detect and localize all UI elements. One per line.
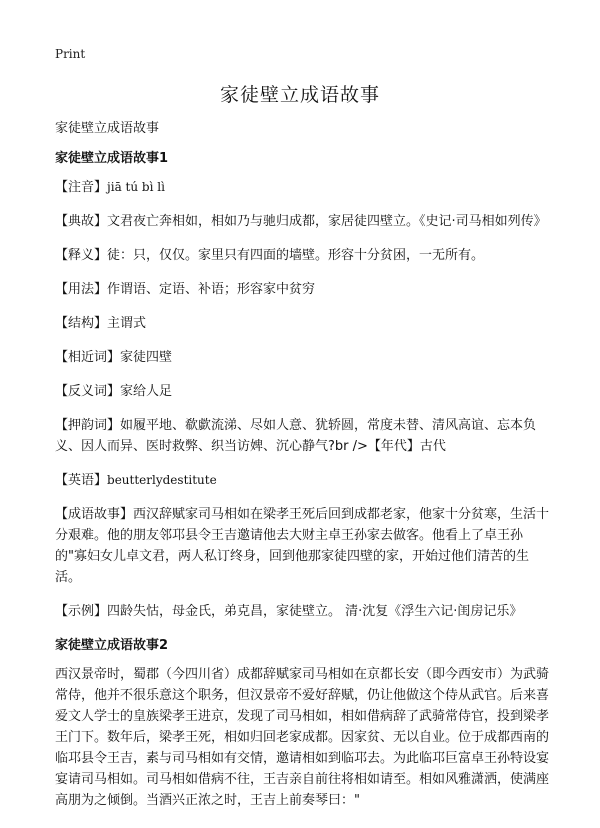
section2-heading: 家徒壁立成语故事2 (55, 638, 169, 653)
section2-body: 西汉景帝时，蜀郡（今四川省）成都辞赋家司马相如在京都长安（即今西安市）为武骑常侍，他并不很乐意这个职务，但汉景帝不爱好辞赋，仍让他做这个侍从武官。后来喜爱文人学士的皇族梁孝王进京，发现了司马相如，相如借病辞了武骑常侍官，投到梁孝王门下。数年后，梁孝王死，相如归回老家成都。因家贫、无以自业。位于成都西南的临邛县令王吉，素与司马相如有交情，邀请相如到临邛去。为此临邛巨富卓王孙特设宴宴请司马相如。司马相如借病不往，王吉亲自前往将相如请至。相如风雅潇洒，使满座高朋为之倾倒。当酒兴正浓之时，王吉上前奏琴曰：" (55, 667, 550, 808)
entry-text: 作谓语、定语、补语；形容家中贫穷 (107, 282, 316, 297)
entry-label: 【押韵词】 (55, 418, 121, 433)
entry-text: beutterlydestitute (107, 473, 217, 487)
entry-shili (55, 601, 550, 622)
entry-text: 四龄失怙，母金氏，弟克昌，家徒壁立。 清·沈复《浮生六记·闺房记乐》 (107, 604, 523, 619)
entry-yongfa (55, 279, 550, 300)
entry-text: 家徒四壁 (120, 350, 173, 365)
entry-fanyici (55, 381, 550, 402)
entry-yayunci (55, 415, 550, 457)
entry-jiegou (55, 313, 550, 334)
article-content (55, 118, 550, 811)
entry-label: 【反义词】 (55, 384, 121, 399)
entry-gushi (55, 504, 550, 588)
entry-diangu (55, 211, 550, 232)
era-label: 【年代】 (367, 439, 420, 454)
entry-label: 【典故】 (55, 214, 108, 229)
entry-text: 徒：只，仅仅。家里只有四面的墙壁。形容十分贫困，一无所有。 (107, 248, 485, 263)
entry-text: 家给人足 (120, 384, 173, 399)
entry-label: 【相近词】 (55, 350, 121, 365)
entry-yingyu (55, 470, 550, 491)
section1-heading: 家徒壁立成语故事1 (55, 151, 169, 166)
entry-jinyici (55, 347, 550, 368)
print-link[interactable]: Print (55, 47, 86, 61)
entry-label: 【示例】 (55, 604, 108, 619)
entry-label: 【用法】 (55, 282, 108, 297)
entry-shiyi (55, 245, 550, 266)
entry-label: 【英语】 (55, 473, 108, 488)
entry-label: 【成语故事】 (55, 507, 134, 522)
entry-label: 【释义】 (55, 248, 108, 263)
page-title: 家徒壁立成语故事 (219, 84, 380, 106)
entry-text: 如履平地、欷歔流涕、尽如人意、犹轿圆，常度未替、清风高谊、忘本负义、因人而异、医时救弊、织当访婢、沉心静气?br /> (55, 418, 537, 454)
entry-label: 【注音】 (55, 180, 108, 195)
entry-label: 【结构】 (55, 316, 108, 331)
entry-text: 西汉辞赋家司马相如在梁孝王死后回到成都老家，他家十分贫寒，生活十分艰难。他的朋友邻邛县令王吉邀请他去大财主卓王孙家去做客。他看上了卓王孙的"寡妇女儿卓文君，两人私订终身，回到他那家徒四壁的家，开始过他们清苦的生活。 (55, 507, 550, 585)
entry-zhuyin (55, 177, 550, 198)
article-subtitle: 家徒壁立成语故事 (55, 121, 160, 136)
entry-text: 主谓式 (107, 316, 147, 331)
entry-text: 文君夜亡奔相如，相如乃与驰归成都，家居徒四壁立。《史记·司马相如列传》 (107, 214, 547, 229)
entry-text: jiā tú bì lì (107, 180, 165, 194)
era-text: 古代 (419, 439, 446, 454)
